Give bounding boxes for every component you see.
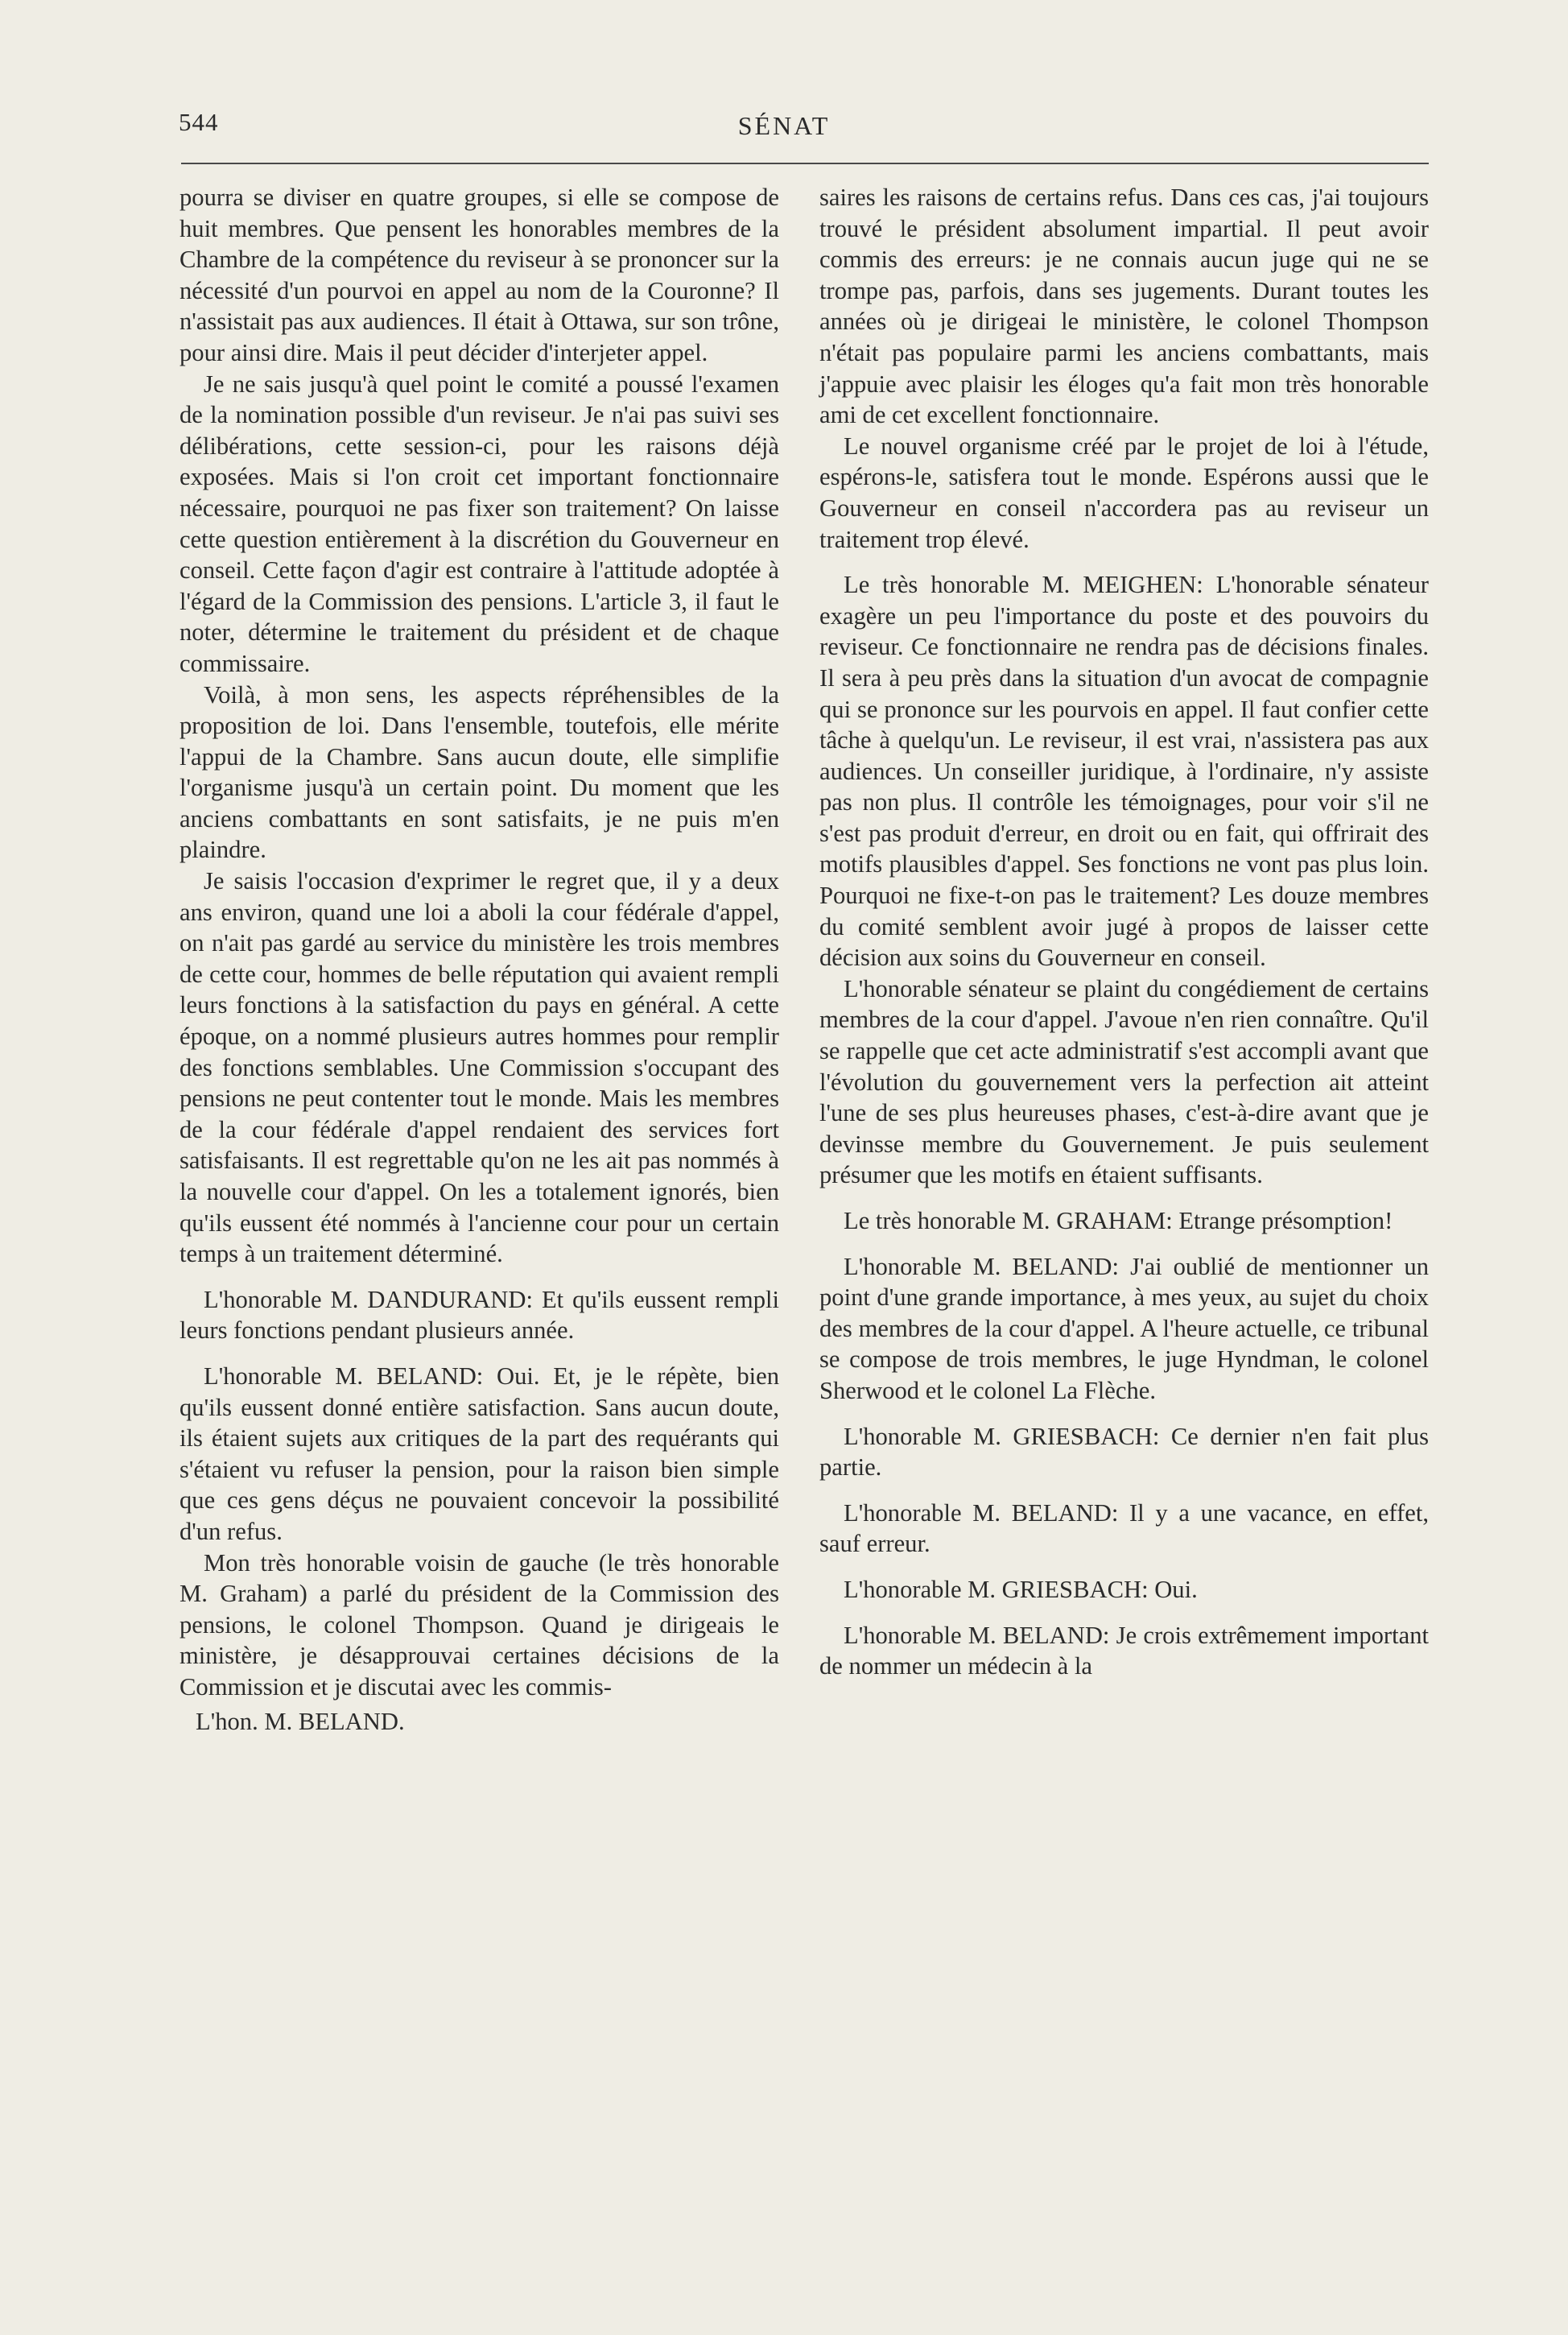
paragraph: Le nouvel organisme créé par le projet de loi à l'étude, espérons-le, satisfera tout le monde. Espérons aussi que le Gouverneur en conseil n'accordera pas au reviseur un traitement trop élevé. xyxy=(819,432,1429,553)
speech-paragraph: L'honorable M. DANDURAND: Et qu'ils eussent rempli leurs fonctions pendant plusieurs année. xyxy=(179,1285,779,1345)
header-rule xyxy=(181,163,1429,164)
right-column xyxy=(819,182,1429,1682)
speech-paragraph: L'honorable M. BELAND: J'ai oublié de mentionner un point d'une grande importance, à mes yeux, au sujet du choix des membres de la cour d'appel. A l'heure actuelle, ce tribunal se compose de trois membres, le juge Hyndman, le colonel Sherwood et le colonel La Flèche. xyxy=(819,1252,1429,1404)
column-footer: L'hon. M. BELAND. xyxy=(196,1707,405,1735)
speech-paragraph: L'honorable M. BELAND: Je crois extrêmement important de nommer un médecin à la xyxy=(819,1621,1429,1680)
paragraph: pourra se diviser en quatre groupes, si elle se compose de huit membres. Que pensent les honorables membres de la Chambre de la compétence du reviseur à se prononcer sur la nécessité d'un pourvoi en appel au nom de la Couronne? Il n'assistait pas aux audiences. Il était à Ottawa, sur son trône, pour ainsi dire. Mais il peut décider d'interjeter appel. xyxy=(179,184,779,366)
speech-paragraph: L'honorable M. GRIESBACH: Oui. xyxy=(844,1575,1198,1603)
paragraph: Mon très honorable voisin de gauche (le très honorable M. Graham) a parlé du président de la Commission des pensions, le colonel Thompson. Quand je dirigeais le ministère, je désapprouvai certaines décisions de la Commission et je discutai avec les commis- xyxy=(179,1548,779,1701)
page-number: 544 xyxy=(179,108,219,136)
paragraph: Voilà, à mon sens, les aspects répréhensibles de la proposition de loi. Dans l'ensemble, toutefois, elle mérite l'appui de la Chambre. Sans aucun doute, elle simplifie l'organisme jusqu'à un certain point. Du moment que les anciens combattants en sont satisfaits, je ne puis m'en plaindre. xyxy=(179,680,779,864)
left-column xyxy=(179,182,779,1737)
speech-paragraph: L'honorable M. BELAND: Oui. Et, je le répète, bien qu'ils eussent donné entière satisfaction. Sans aucun doute, ils étaient sujets aux critiques de la part des requérants qui s'étaient vu refuser la pension, pour la raison bien simple que ces gens déçus ne pouvaient concevoir la possibilité d'un refus. xyxy=(179,1362,779,1545)
paragraph: L'honorable sénateur se plaint du congédiement de certains membres de la cour d'appel. J'avoue n'en rien connaître. Qu'il se rappelle que cet acte administratif s'est accompli avant que l'évolution du gouvernement vers la perfection ait atteint l'une de ses plus heureuses phases, c'est-à-dire avant que je devinsse membre du Gouvernement. Je puis seulement présumer que les motifs en étaient suffisants. xyxy=(819,974,1429,1189)
paragraph: Je saisis l'occasion d'exprimer le regret que, il y a deux ans environ, quand une loi a aboli la cour fédérale d'appel, on n'ait pas gardé au service du ministère les trois membres de cette cour, hommes de belle réputation qui avaient rempli leurs fonctions à la satisfaction du pays en général. A cette époque, on a nommé plusieurs autres hommes pour remplir des fonctions semblables. Une Commission s'occupant des pensions ne peut contenter tout le monde. Mais les membres de la cour fédérale d'appel rendaient des services fort satisfaisants. Il est regrettable qu'on ne les ait pas nommés à la nouvelle cour d'appel. On les a totalement ignorés, bien qu'ils eussent été nommés à l'ancienne cour pour un certain temps à un traitement déterminé. xyxy=(179,867,779,1268)
speech-paragraph: L'honorable M. BELAND: Il y a une vacance, en effet, sauf erreur. xyxy=(819,1498,1429,1558)
speech-paragraph: Le très honorable M. MEIGHEN: L'honorable sénateur exagère un peu l'importance du poste et des pouvoirs du reviseur. Ce fonctionnaire ne rendra pas de décisions finales. Il sera à peu près dans la situation d'un avocat de compagnie qui se prononce sur les pourvois en appel. Il faut confier cette tâche à quelqu'un. Le reviseur, il est vrai, n'assistera pas aux audiences. Un conseiller juridique, à l'ordinaire, n'y assiste pas non plus. Il contrôle les témoignages, pour voir s'il ne s'est pas produit d'erreur, en droit ou en fait, qui offrirait des motifs plausibles d'appel. Ses fonctions ne vont pas plus loin. Pourquoi ne fixe-t-on pas le traitement? Les douze membres du comité semblent avoir jugé à propos de laisser cette décision aux soins du Gouverneur en conseil. xyxy=(819,571,1429,972)
speech-paragraph: Le très honorable M. GRAHAM: Etrange présomption! xyxy=(844,1207,1393,1234)
speech-paragraph: L'honorable M. GRIESBACH: Ce dernier n'en fait plus partie. xyxy=(819,1422,1429,1482)
paragraph: saires les raisons de certains refus. Dans ces cas, j'ai toujours trouvé le président absolument impartial. Il peut avoir commis des erreurs: je ne connais aucun juge qui ne se trompe pas, parfois, dans ses jugements. Durant toutes les années où je dirigeai le ministère, le colonel Thompson n'était pas populaire parmi les anciens combattants, mais j'appuie avec plaisir les éloges qu'a fait mon très honorable ami de cet excellent fonctionnaire. xyxy=(819,184,1429,429)
running-title: SÉNAT xyxy=(737,111,831,140)
paragraph: Je ne sais jusqu'à quel point le comité a poussé l'examen de la nomination possible d'un reviseur. Je n'ai pas suivi ses délibérations, cette session-ci, pour les raisons déjà exposées. Mais si l'on croit cet important fonctionnaire nécessaire, pourquoi ne pas fixer son traitement? On laisse cette question entièrement à la discrétion du Gouverneur en conseil. Cette façon d'agir est contraire à l'attitude adoptée à l'égard de la Commission des pensions. L'article 3, il faut le noter, détermine le traitement du président et de chaque commissaire. xyxy=(179,370,779,677)
